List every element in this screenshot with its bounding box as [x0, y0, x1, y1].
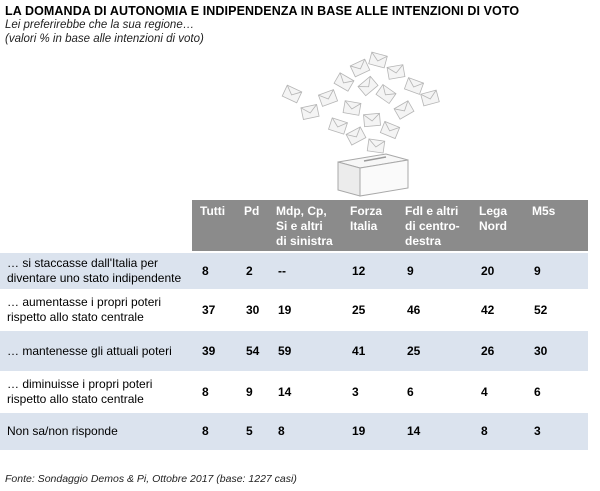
page-title: LA DOMANDA DI AUTONOMIA E INDIPENDENZA IN BASE ALLE INTENZIONI DI VOTO: [5, 4, 520, 18]
table-row: [0, 372, 588, 412]
table-cell: 9: [236, 372, 268, 412]
table-cell: 4: [471, 372, 524, 412]
table-cell: 6: [524, 372, 588, 412]
table-cell: 14: [397, 412, 471, 450]
table-row: [0, 412, 588, 450]
table-cell: 3: [342, 372, 397, 412]
table-cell: 8: [192, 252, 236, 290]
table-cell: 30: [236, 290, 268, 330]
table-cell: --: [268, 252, 342, 290]
table-cell: 52: [524, 290, 588, 330]
table-cell: 41: [342, 330, 397, 372]
column-header: Mdp, Cp, Si e altri di sinistra: [268, 200, 342, 252]
table-cell: 39: [192, 330, 236, 372]
subtitle-question: Lei preferirebbe che la sua regione…: [5, 19, 195, 31]
table-cell: 25: [342, 290, 397, 330]
table-cell: 8: [471, 412, 524, 450]
table-row: [0, 290, 588, 330]
column-header: M5s: [524, 200, 588, 252]
ballot-box-illustration: [268, 46, 478, 198]
table-cell: 19: [268, 290, 342, 330]
table-cell: 42: [471, 290, 524, 330]
table-cell: 12: [342, 252, 397, 290]
table-cell: 8: [192, 412, 236, 450]
header-blank-cell: [0, 200, 192, 252]
table-cell: 19: [342, 412, 397, 450]
table-cell: 30: [524, 330, 588, 372]
column-header: Forza Italia: [342, 200, 397, 252]
table-cell: 59: [268, 330, 342, 372]
ballot-box-icon: [338, 154, 408, 196]
row-label: … aumentasse i propri poteri rispetto allo stato centrale: [0, 290, 192, 330]
table-cell: 37: [192, 290, 236, 330]
vote-intention-table: [0, 200, 588, 450]
table-cell: 2: [236, 252, 268, 290]
table-cell: 46: [397, 290, 471, 330]
subtitle-note: (valori % in base alle intenzioni di voto): [5, 33, 204, 45]
column-header: Pd: [236, 200, 268, 252]
table-cell: 9: [397, 252, 471, 290]
table-row: [0, 252, 588, 290]
envelope-icon: [282, 52, 439, 153]
table-cell: 3: [524, 412, 588, 450]
table-cell: 20: [471, 252, 524, 290]
table-row: [0, 330, 588, 372]
table-cell: 25: [397, 330, 471, 372]
table-cell: 5: [236, 412, 268, 450]
table-header-row: [0, 200, 588, 252]
table-cell: 54: [236, 330, 268, 372]
row-label: Non sa/non risponde: [0, 412, 192, 450]
source-note: Fonte: Sondaggio Demos & Pi, Ottobre 2017 (base: 1227 casi): [5, 473, 297, 485]
row-label: … si staccasse dall'Italia per diventare uno stato indipendente: [0, 252, 192, 290]
column-header: FdI e altri di centro- destra: [397, 200, 471, 252]
column-header: Tutti: [192, 200, 236, 252]
table-cell: 8: [268, 412, 342, 450]
table-cell: 9: [524, 252, 588, 290]
table-cell: 14: [268, 372, 342, 412]
row-label: … mantenesse gli attuali poteri: [0, 330, 192, 372]
table-cell: 26: [471, 330, 524, 372]
column-header: Lega Nord: [471, 200, 524, 252]
table-cell: 6: [397, 372, 471, 412]
table-cell: 8: [192, 372, 236, 412]
row-label: … diminuisse i propri poteri rispetto allo stato centrale: [0, 372, 192, 412]
